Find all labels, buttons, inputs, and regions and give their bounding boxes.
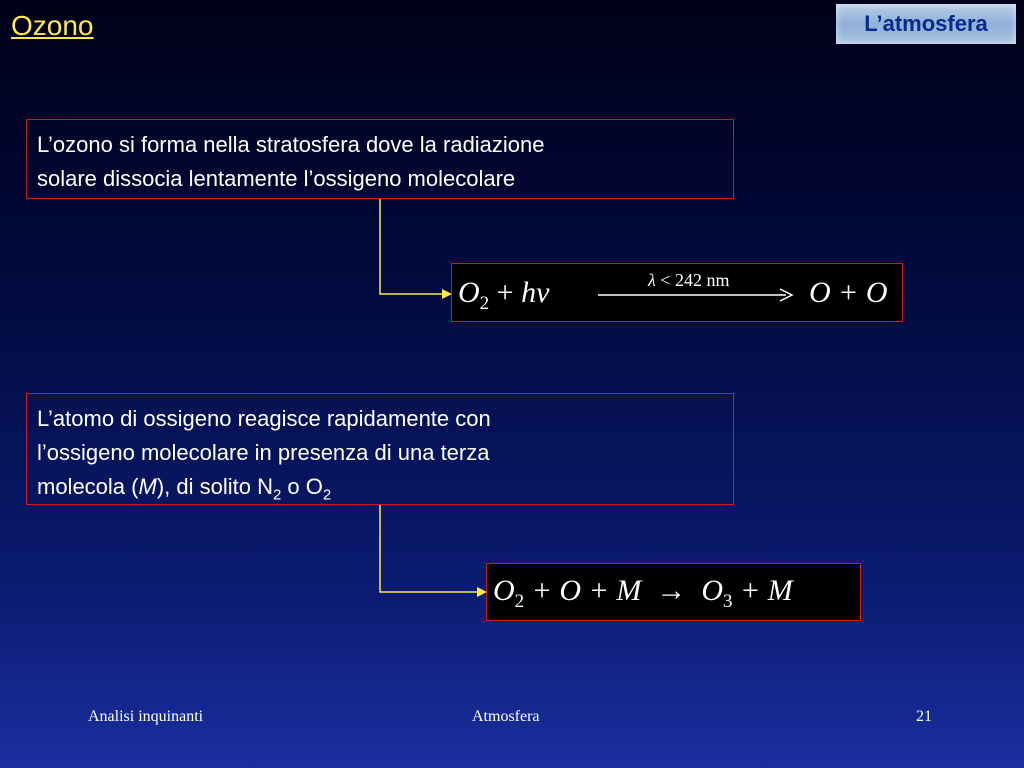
page-number: 21 — [916, 708, 932, 725]
connector-2 — [380, 505, 479, 592]
wavelength-condition: λ < 242 nm — [648, 270, 730, 290]
box1-line1: L’ozono si forma nella stratosfera dove la radiazione — [37, 132, 545, 157]
box2-line1: L’atomo di ossigeno reagisce rapidamente con — [37, 406, 491, 431]
equation1-rhs: O + O — [809, 276, 888, 309]
o3-symbol: O — [701, 574, 723, 607]
box1-line2: solare dissocia lentamente l’ossigeno molecolare — [37, 166, 516, 191]
footer-center: Atmosfera — [472, 708, 540, 725]
o2-symbol: O — [493, 574, 515, 607]
photodissociation-equation — [451, 263, 903, 322]
o2-symbol: O — [458, 276, 480, 309]
box2-line2: l’ossigeno molecolare in presenza di una terza — [37, 440, 490, 465]
reactants: + O + M — [531, 574, 642, 607]
nu-symbol: ν — [536, 276, 550, 309]
products: + M — [740, 574, 793, 607]
equation1-lhs: $O_2 + h\nu$ — [458, 276, 550, 314]
connector-1 — [380, 199, 444, 294]
planck-h: h — [521, 276, 537, 309]
footer-left: Analisi inquinanti — [88, 708, 204, 725]
ozone-formation-equation — [486, 563, 861, 621]
plus-sign: + — [496, 276, 514, 309]
equation2: $O_2 + O + M \to O_3 + M$ — [493, 574, 793, 612]
reaction-arrow: → — [656, 574, 687, 607]
reaction-arrow-long — [598, 288, 798, 302]
slide-title: Ozono — [11, 10, 94, 41]
ozone-reaction-textbox — [26, 393, 734, 505]
section-label: L’atmosfera — [864, 11, 988, 36]
box2-line3: molecola (M), di solito $N_2$ o $O_2$ — [37, 474, 332, 504]
